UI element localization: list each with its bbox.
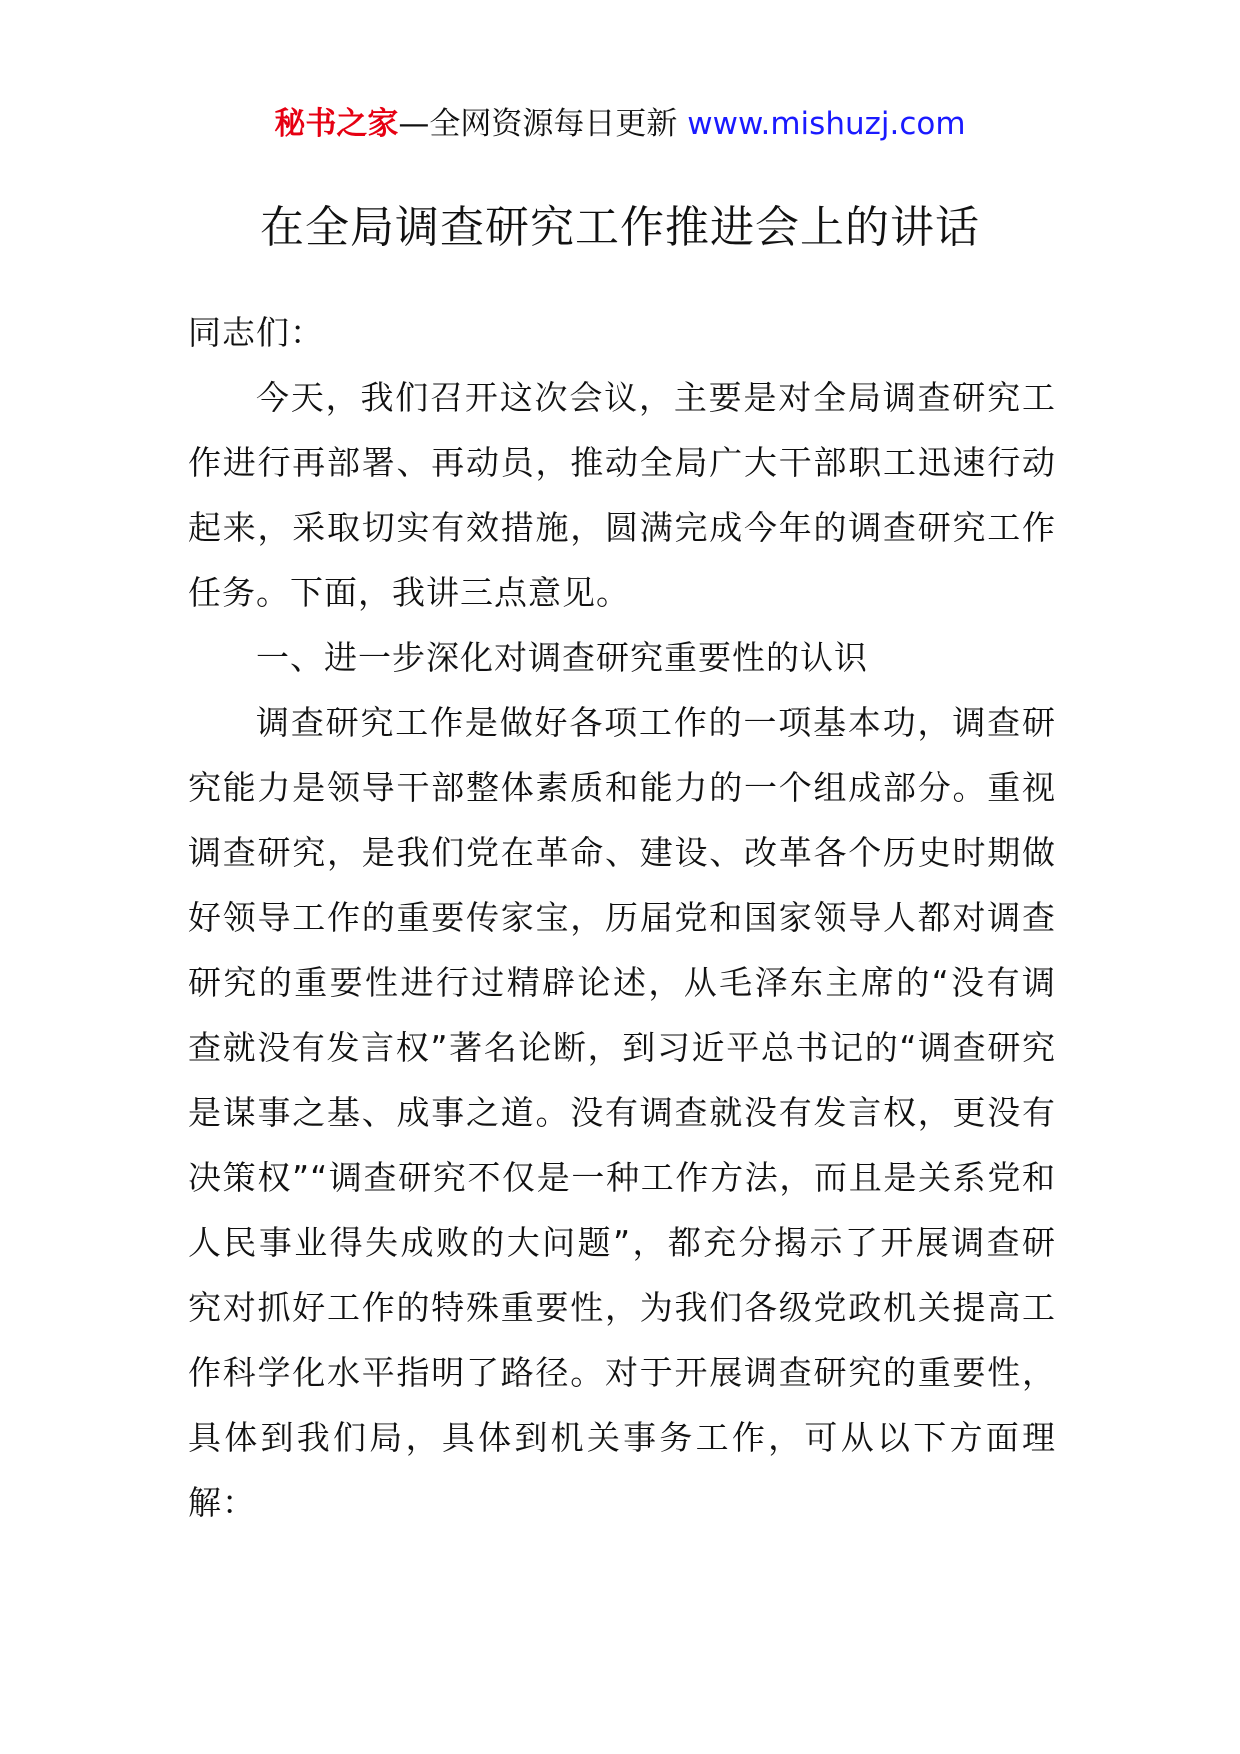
section-heading: 一、进一步深化对调查研究重要性的认识	[256, 638, 868, 677]
header-tagline: —全网资源每日更新	[398, 106, 678, 142]
website-url[interactable]: www.mishuzj.com	[687, 106, 966, 142]
paragraph-opening: 今天，我们召开这次会议，主要是对全局调查研究工作进行再部署、再动员，推动全局广大干部职工迅速行动起来，采取切实有效措施，圆满完成今年的调查研究工作任务。下面，我讲三点意见。	[188, 378, 1056, 612]
document-title: 在全局调查研究工作推进会上的讲话	[260, 202, 980, 253]
document-body	[188, 300, 1056, 1535]
brand-name: 秘书之家	[274, 106, 399, 142]
site-header	[0, 100, 1240, 148]
salutation: 同志们：	[188, 313, 324, 352]
paragraph-importance: 调查研究工作是做好各项工作的一项基本功，调查研究能力是领导干部整体素质和能力的一个组成部分。重视调查研究，是我们党在革命、建设、改革各个历史时期做好领导工作的重要传家宝，历届党和国家领导人都对调查研究的重要性进行过精辟论述，从毛泽东主席的“没有调查就没有发言权”著名论断，到习近平总书记的“调查研究是谋事之基、成事之道。没有调查就没有发言权，更没有决策权”“调查研究不仅是一种工作方法，而且是关系党和人民事业得失成败的大问题”，都充分揭示了开展调查研究对抓好工作的特殊重要性，为我们各级党政机关提高工作科学化水平指明了路径。对于开展调查研究的重要性，具体到我们局，具体到机关事务工作，可从以下方面理解：	[188, 703, 1056, 1522]
